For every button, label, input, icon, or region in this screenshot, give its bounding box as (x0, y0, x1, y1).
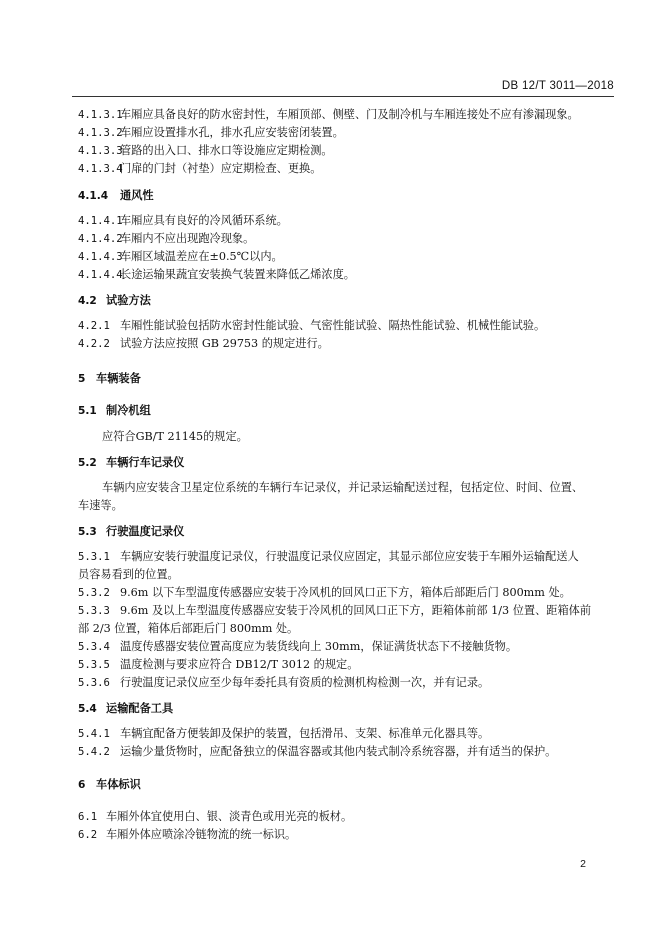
clause-text: 车辆应安装行驶温度记录仪，行驶温度记录仪应固定，其显示部位应安装于车厢外运输配送人 (120, 550, 579, 563)
clause-number: 4.1.3.3 (78, 145, 123, 157)
clause-number: 5.3.2 (78, 587, 110, 599)
clause-5-3-1-continued: 员容易看到的位置。 (78, 568, 179, 581)
section-number: 5.2 (78, 457, 97, 469)
clause-text: 行驶温度记录仪应至少每年委托具有资质的检测机构检测一次，并有记录。 (120, 676, 490, 689)
clause-number: 5.4.1 (78, 728, 110, 740)
clause-5-4-2 (78, 745, 556, 759)
clause-number: 4.2.2 (78, 338, 110, 350)
clause-5-4-1 (78, 727, 489, 741)
clause-text: 车厢应具备良好的防水密封性，车厢顶部、侧壁、门及制冷机与车厢连接处不应有渗漏现象。 (120, 108, 579, 121)
clause-text: 温度检测与要求应符合 DB12/T 3012 的规定。 (120, 658, 359, 671)
clause-text: 9.6m 及以上车型温度传感器应安装于冷风机的回风口正下方，距箱体前部 1/3 位置、距箱体前 (120, 604, 592, 617)
section-title: 试验方法 (106, 294, 151, 307)
clause-text: 9.6m 以下车型温度传感器应安装于冷风机的回风口正下方，箱体后部距后门 800mm 处。 (120, 586, 571, 599)
clause-number: 4.1.3.1 (78, 109, 123, 121)
section-number: 5.4 (78, 703, 97, 715)
clause-number: 5.3.4 (78, 641, 110, 653)
section-number: 4.1.4 (78, 190, 109, 202)
page-number: 2 (580, 858, 586, 870)
clause-text: 车厢外体宜使用白、银、淡青色或用光亮的板材。 (106, 810, 353, 823)
clause-5-3-1 (78, 550, 579, 564)
clause-4-1-4-2 (78, 232, 254, 246)
clause-number: 4.1.4.4 (78, 269, 123, 281)
clause-4-1-4-4 (78, 268, 355, 282)
clause-5-3-4 (78, 640, 517, 654)
clause-number: 5.3.1 (78, 551, 110, 563)
clause-text: 门扉的门封（衬垫）应定期检查、更换。 (120, 162, 322, 175)
clause-4-1-3-3 (78, 144, 333, 158)
clause-number: 4.1.4.3 (78, 251, 123, 263)
clause-number: 4.1.4.2 (78, 233, 123, 245)
clause-5-3-2 (78, 586, 571, 600)
section-heading-5-1 (78, 404, 151, 418)
section-heading-5-2 (78, 456, 184, 470)
clause-5-3-3-continued: 部 2/3 位置，箱体后部距后门 800mm 处。 (78, 622, 299, 635)
clause-6-1 (78, 810, 352, 824)
clause-4-1-4-3 (78, 250, 283, 264)
clause-5-3-5 (78, 658, 358, 672)
clause-5-3-6 (78, 676, 489, 690)
clause-text: 温度传感器安装位置高度应为装货线向上 30mm，保证满货状态下不接触货物。 (120, 640, 518, 653)
clause-text: 车辆宜配备方便装卸及保护的装置，包括滑吊、支架、标准单元化器具等。 (120, 727, 490, 740)
clause-text: 车厢内不应出现跑冷现象。 (120, 232, 255, 245)
section-heading-5-4 (78, 702, 173, 716)
chapter-number: 5 (78, 373, 86, 385)
section-title: 制冷机组 (106, 404, 151, 417)
section-heading-4-2 (78, 294, 151, 308)
clause-5-3-3 (78, 604, 591, 618)
section-number: 4.2 (78, 295, 97, 307)
clause-number: 5.3.3 (78, 605, 110, 617)
paragraph-5-2-line-1: 车辆内应安装含卫星定位系统的车辆行车记录仪，并记录运输配送过程，包括定位、时间、位置、 (102, 481, 584, 494)
clause-4-1-4-1 (78, 214, 288, 228)
clause-text: 运输少量货物时，应配备独立的保温容器或其他内装式制冷系统容器，并有适当的保护。 (120, 745, 557, 758)
clause-4-1-3-1 (78, 108, 579, 122)
clause-text: 车厢区域温差应在±0.5℃以内。 (120, 250, 283, 263)
section-number: 5.3 (78, 526, 97, 538)
clause-text: 车厢应具有良好的冷风循环系统。 (120, 214, 288, 227)
section-heading-5-3 (78, 525, 184, 539)
clause-text: 长途运输果蔬宜安装换气装置来降低乙烯浓度。 (120, 268, 355, 281)
section-title: 行驶温度记录仪 (106, 525, 185, 538)
document-id: DB 12/T 3011—2018 (501, 80, 614, 92)
paragraph-5-1: 应符合GB/T 21145的规定。 (102, 430, 248, 443)
clause-6-2 (78, 828, 296, 842)
clause-4-2-2 (78, 337, 329, 351)
clause-number: 6.1 (78, 811, 98, 823)
section-title: 通风性 (120, 189, 154, 202)
section-title: 车辆行车记录仪 (106, 456, 185, 469)
clause-text: 车厢性能试验包括防水密封性能试验、气密性能试验、隔热性能试验、机械性能试验。 (120, 319, 546, 332)
clause-text: 试验方法应按照 GB 29753 的规定进行。 (120, 337, 329, 350)
clause-text: 车厢应设置排水孔，排水孔应安装密闭装置。 (120, 126, 344, 139)
chapter-heading-6 (78, 778, 141, 792)
section-heading-4-1-4 (78, 189, 154, 203)
chapter-title: 车辆装备 (96, 372, 141, 385)
clause-number: 4.1.4.1 (78, 215, 123, 227)
clause-text: 车厢外体应喷涂冷链物流的统一标识。 (106, 828, 297, 841)
clause-number: 5.4.2 (78, 746, 110, 758)
clause-4-2-1 (78, 319, 545, 333)
chapter-heading-5 (78, 372, 141, 386)
clause-4-1-3-4 (78, 162, 321, 176)
section-title: 运输配备工具 (106, 702, 174, 715)
paragraph-5-2-line-2: 车速等。 (78, 499, 123, 512)
clause-number: 4.2.1 (78, 320, 110, 332)
section-number: 5.1 (78, 405, 97, 417)
clause-number: 4.1.3.2 (78, 127, 123, 139)
chapter-title: 车体标识 (96, 778, 141, 791)
chapter-number: 6 (78, 779, 86, 791)
clause-number: 4.1.3.4 (78, 163, 123, 175)
clause-number: 6.2 (78, 829, 98, 841)
header-rule (72, 96, 614, 97)
clause-number: 5.3.5 (78, 659, 110, 671)
clause-4-1-3-2 (78, 126, 344, 140)
clause-text: 管路的出入口、排水口等设施应定期检测。 (120, 144, 333, 157)
clause-number: 5.3.6 (78, 677, 110, 689)
